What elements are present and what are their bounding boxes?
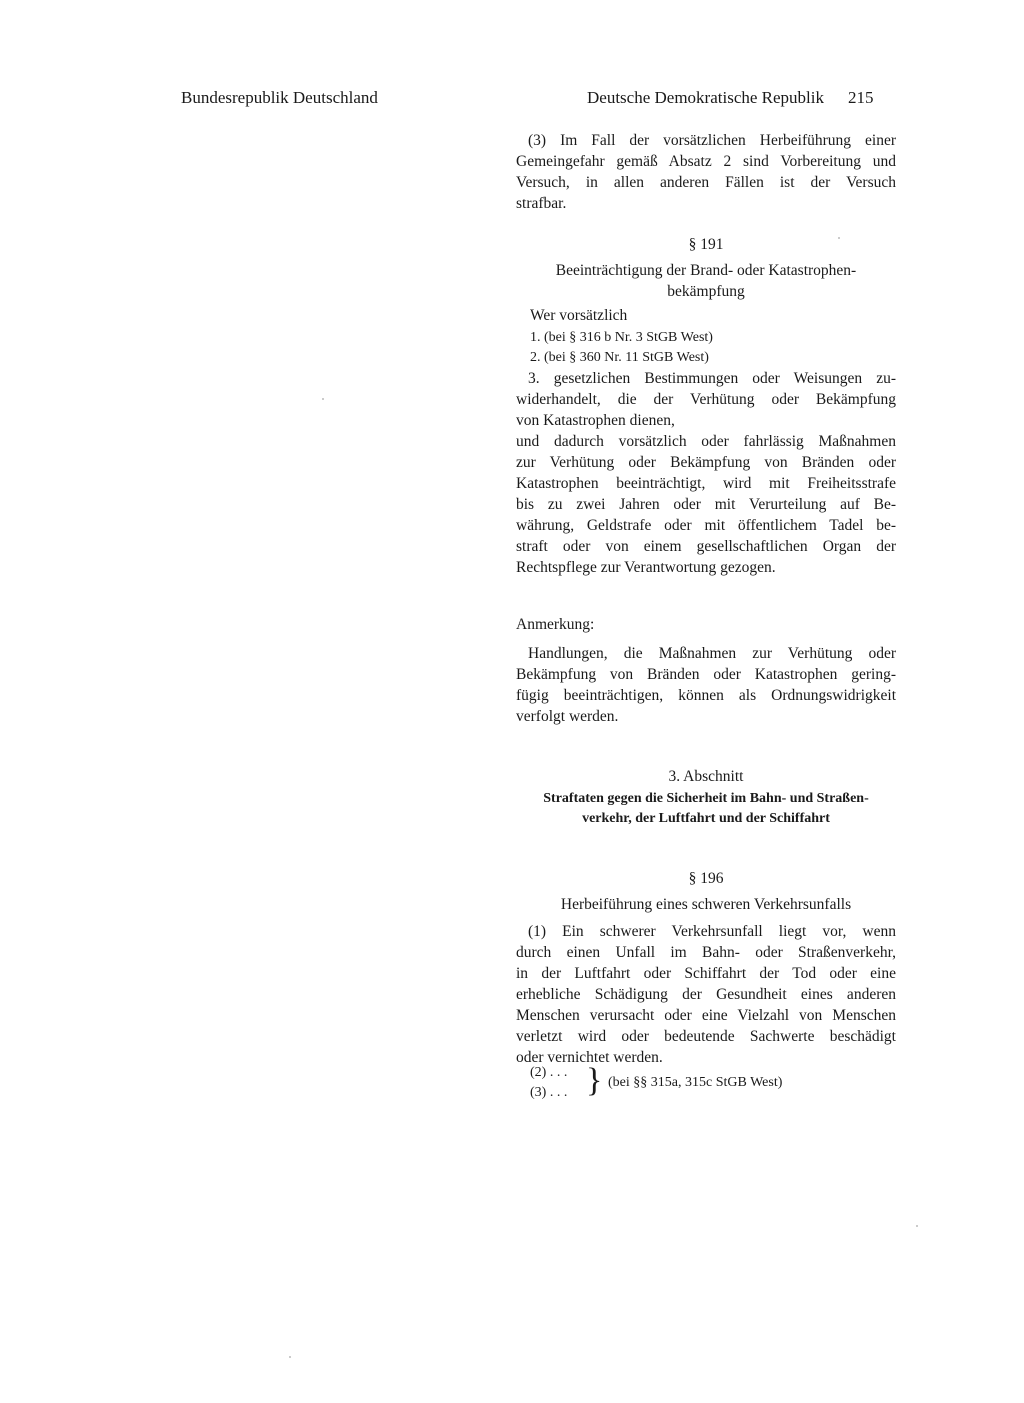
text-line: strafbar. <box>516 195 567 212</box>
section-191-intro: Wer vorsätzlich <box>530 307 628 324</box>
scan-speck <box>289 1356 291 1358</box>
paragraph-3 <box>516 130 896 214</box>
text-line: Versuch, in allen anderen Fällen ist der Versuch <box>516 174 896 191</box>
text-line: bis zu zwei Jahren oder mit Verurteilung auf Be- <box>516 496 896 513</box>
title-line: bekämpfung <box>667 283 745 300</box>
page-number: 215 <box>848 88 874 107</box>
text-line: 3. gesetzlichen Bestimmungen oder Weisungen zu- <box>528 370 896 387</box>
running-head-left: Bundesrepublik Deutschland <box>181 88 378 107</box>
section-196-title: Herbeiführung eines schweren Verkehrsunfalls <box>560 896 852 913</box>
text-line: Katastrophen beeinträchtigt, wird mit Freiheitsstrafe <box>516 475 896 492</box>
title-line: Straftaten gegen die Sicherheit im Bahn- und Straßen- <box>543 791 869 806</box>
text-line: von Katastrophen dienen, <box>516 412 675 429</box>
text-line: erhebliche Schädigung der Gesundheit eines anderen <box>516 986 896 1003</box>
subsection-2: (2) . . . <box>530 1065 568 1080</box>
text-line: oder vernichtet werden. <box>516 1049 663 1066</box>
brace-mark: } <box>586 1062 603 1099</box>
running-head-right: Deutsche Demokratische Republik <box>587 88 824 107</box>
note-label: Anmerkung: <box>516 616 595 633</box>
cross-reference: (bei §§ 315a, 315c StGB West) <box>608 1075 783 1090</box>
text-line: Bekämpfung von Bränden oder Katastrophen gering- <box>516 666 896 683</box>
scan-speck <box>916 1225 918 1227</box>
chapter-title <box>516 789 896 829</box>
text-line: verfolgt werden. <box>516 708 619 725</box>
title-line: Beeinträchtigung der Brand- oder Katastrophen- <box>555 262 857 279</box>
text-line: (1) Ein schwerer Verkehrsunfall liegt vor, wenn <box>528 923 896 940</box>
text-line: (3) Im Fall der vorsätzlichen Herbeiführung einer <box>528 132 896 149</box>
text-line: in der Luftfahrt oder Schiffahrt der Tod oder eine <box>516 965 896 982</box>
note-body <box>516 643 896 727</box>
subsection-3: (3) . . . <box>530 1085 568 1100</box>
title-line: verkehr, der Luftfahrt und der Schiffahrt <box>582 811 830 826</box>
text-line: Menschen verursacht oder eine Vielzahl von Menschen <box>516 1007 896 1024</box>
item-1: 1. (bei § 316 b Nr. 3 StGB West) <box>530 330 713 345</box>
scan-speck <box>838 237 840 239</box>
text-line: straft oder von einem gesellschaftlichen Organ der <box>516 538 896 555</box>
text-line: währung, Geldstrafe oder mit öffentlichem Tadel be- <box>516 517 896 534</box>
text-line: verletzt wird oder bedeutende Sachwerte beschädigt <box>516 1028 896 1045</box>
text-line: durch einen Unfall im Bahn- oder Straßenverkehr, <box>516 944 896 961</box>
text-line: und dadurch vorsätzlich oder fahrlässig Maßnahmen <box>516 433 896 450</box>
item-3 <box>516 368 896 431</box>
item-2: 2. (bei § 360 Nr. 11 StGB West) <box>530 350 709 365</box>
text-line: Rechtspflege zur Verantwortung gezogen. <box>516 559 776 576</box>
section-191-title <box>516 260 896 302</box>
text-line: widerhandelt, die der Verhütung oder Bekämpfung <box>516 391 896 408</box>
chapter-heading: 3. Abschnitt <box>668 768 744 785</box>
text-line: zur Verhütung oder Bekämpfung von Bränden oder <box>516 454 896 471</box>
text-line: Handlungen, die Maßnahmen zur Verhütung oder <box>528 645 896 662</box>
section-196-body <box>516 921 896 1068</box>
section-191-body <box>516 431 896 578</box>
section-191-number: § 191 <box>688 236 724 253</box>
section-196-number: § 196 <box>688 870 724 887</box>
text-line: fügig beeinträchtigen, können als Ordnungswidrigkeit <box>516 687 896 704</box>
text-line: Gemeingefahr gemäß Absatz 2 sind Vorbereitung und <box>516 153 896 170</box>
scan-speck <box>322 398 324 400</box>
